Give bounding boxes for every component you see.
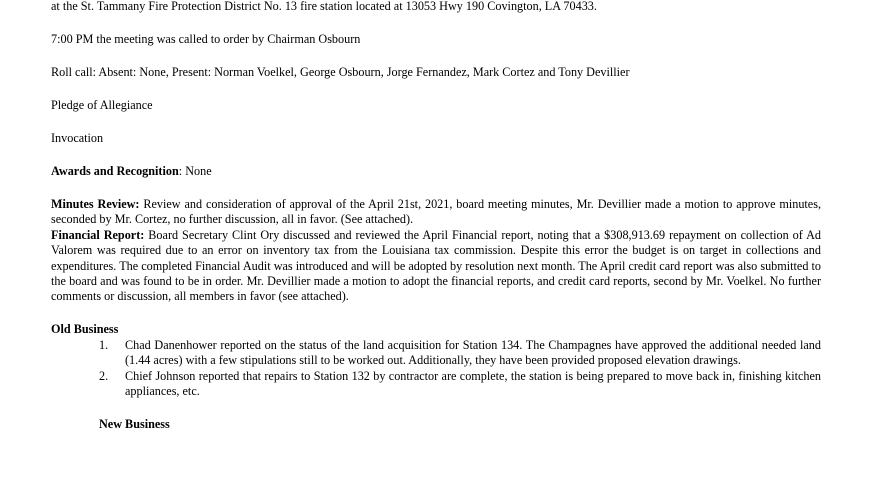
list-item-number: 2. [99,368,109,383]
old-business-heading: Old Business [51,322,119,337]
meeting-minutes [51,0,821,432]
new-business-heading: New Business [99,417,170,432]
invocation: Invocation [51,131,104,145]
list-item-text: Chad Danenhower reported on the status of the land acquisition for Station 134. The Champagnes have approved the additional needed land (1.44 acres) with a few stipulations still to be worked out. Additionally, they have been provided proposed elevation drawings. [125,337,821,368]
financial-section [51,228,821,305]
minutes-section [51,197,821,228]
awards-label: Awards and Recognition [51,164,179,178]
pledge: Pledge of Allegiance [51,98,153,112]
call-to-order: 7:00 PM the meeting was called to order by Chairman Osbourn [51,32,361,46]
minutes-text: Review and consideration of approval of the April 21st, 2021, board meeting minutes, Mr. Devillier made a motion to approve minutes, seconded by Mr. Cortez, no further discussion, all in favor. (See attached). [51,197,821,227]
roll-call: Roll call: Absent: None, Present: Norman Voelkel, George Osbourn, Jorge Fernandez, Mark Cortez and Tony Devillier [51,65,630,79]
minutes-label: Minutes Review: [51,197,140,211]
financial-text: Board Secretary Clint Ory discussed and reviewed the April Financial report, noting that a $308,913.69 repayment on collection of Ad Valorem was required due to an error on inventory tax from the Louisiana tax commission. Despite this error the budget is on target in collections and expenditures. The completed Financial Audit was introduced and will be adopted by resolution next month. The April credit card report was also submitted to the board and was found to be in order. Mr. Devillier made a motion to adopt the financial reports, and credit card reports, second by Mr. Voelkel. No further comments or discussion, all members in favor (see attached). [51,227,821,304]
awards-text: : None [178,164,212,178]
list-item-text: Chief Johnson reported that repairs to Station 132 by contractor are complete, the station is being prepared to move back in, finishing kitchen appliances, etc. [125,368,821,399]
awards-section [51,164,821,179]
list-item [51,369,821,400]
intro-line: at the St. Tammany Fire Protection District No. 13 fire station located at 13053 Hwy 190 Covington, LA 70433. [51,0,597,13]
old-business-list [51,338,821,400]
list-item-number: 1. [99,337,109,352]
financial-label: Financial Report: [51,227,145,242]
list-item [51,338,821,369]
